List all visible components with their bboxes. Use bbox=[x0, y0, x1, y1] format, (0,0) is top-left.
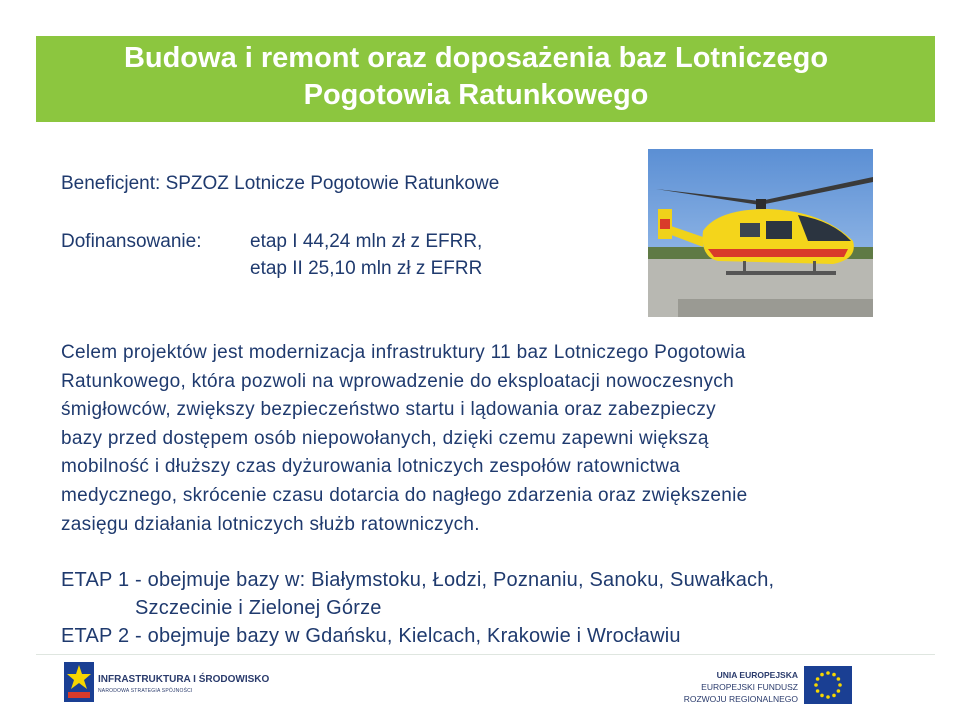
etap1-amount: etap I 44,24 mln zł z EFRR, bbox=[250, 231, 483, 252]
footer-divider bbox=[36, 654, 935, 655]
eu-line-2: EUROPEJSKI FUNDUSZ bbox=[701, 682, 798, 692]
nss-emblem-icon bbox=[64, 662, 94, 702]
eu-line-1: UNIA EUROPEJSKA bbox=[716, 670, 798, 680]
dofinansowanie-label: Dofinansowanie: bbox=[61, 231, 202, 252]
description-line: zasięgu działania lotniczych służb ratowniczych. bbox=[61, 513, 480, 535]
etap1-continuation: Szczecinie i Zielonej Górze bbox=[135, 597, 382, 619]
beneficjent-text: Beneficjent: SPZOZ Lotnicze Pogotowie Ratunkowe bbox=[61, 173, 500, 194]
infrastruktura-logo bbox=[64, 662, 270, 707]
title-line-2: Pogotowia Ratunkowego bbox=[303, 79, 649, 111]
left-logo-title: INFRASTRUKTURA I ŚRODOWISKO bbox=[98, 674, 270, 685]
etap2-amount: etap II 25,10 mln zł z EFRR bbox=[250, 258, 483, 279]
description-line: bazy przed dostępem osób niepowołanych, dzięki czemu zapewni większą bbox=[61, 427, 709, 449]
description-line: Ratunkowego, która pozwoli na wprowadzenie do eksploatacji nowoczesnych bbox=[61, 370, 734, 392]
description-line: medycznego, skrócenie czasu dotarcia do nagłego zdarzenia oraz zwiększenie bbox=[61, 484, 748, 506]
left-logo-subtitle: NARODOWA STRATEGIA SPÓJNOŚCI bbox=[98, 688, 193, 694]
etap1-text: ETAP 1 - obejmuje bazy w: Białymstoku, Łodzi, Poznaniu, Sanoku, Suwałkach, bbox=[61, 569, 775, 591]
eu-line-3: ROZWOJU REGIONALNEGO bbox=[683, 694, 798, 704]
title-line-1: Budowa i remont oraz doposażenia baz Lotniczego bbox=[123, 42, 829, 74]
eu-flag bbox=[804, 666, 852, 709]
helicopter-photo bbox=[648, 149, 873, 317]
slide-title bbox=[36, 40, 916, 114]
description-line: mobilność i dłuższy czas dyżurowania lotniczych zespołów ratownictwa bbox=[61, 456, 681, 478]
description-line: Celem projektów jest modernizacja infrastruktury 11 baz Lotniczego Pogotowia bbox=[61, 342, 746, 363]
description-line: śmigłowców, zwiększy bezpieczeństwo startu i lądowania oraz zabezpieczy bbox=[61, 399, 716, 421]
etap2-text: ETAP 2 - obejmuje bazy w Gdańsku, Kielcach, Krakowie i Wrocławiu bbox=[61, 625, 681, 647]
eu-flag-icon bbox=[804, 666, 852, 704]
project-description bbox=[61, 339, 911, 539]
